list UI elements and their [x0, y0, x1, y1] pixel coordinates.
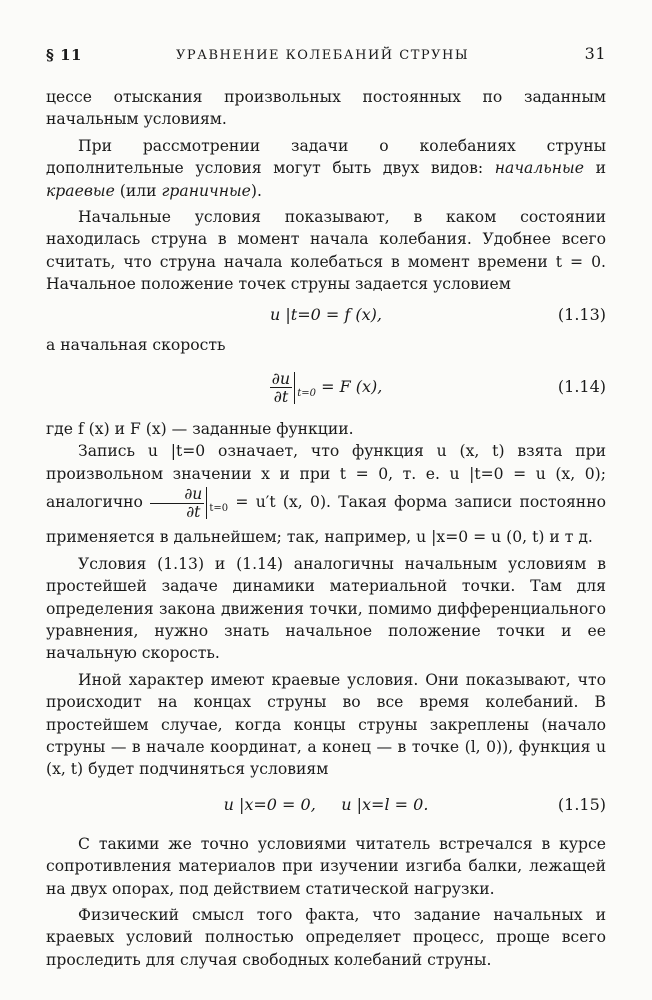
page-body	[46, 86, 606, 971]
paragraph-8: Иной характер имеют краевые условия. Они показывают, что происходит на концах струны во все время колебаний. В простейшем случае, когда концы струны закреплены (начало струны — в начале координат, а конец — в точке (l, 0)), функция u (x, t) будет подчиняться условиям	[46, 670, 606, 779]
eq114-denominator: ∂t	[273, 387, 289, 407]
equation-1-13	[46, 296, 606, 334]
p6-text-b: = u′t (x, 0). Такая форма записи постоянно применяется в дальнейшем; так, например, u |x=0 = u (0, t) и т д.	[46, 493, 606, 547]
paragraph-5: где f (x) и F (x) — заданные функции.	[46, 420, 354, 439]
p2-em-boundary: краевые	[46, 181, 115, 200]
p2-text-a: При рассмотрении задачи о колебаниях струны дополнительные условия могут быть двух видов:	[46, 136, 606, 178]
running-title: УРАВНЕНИЕ КОЛЕБАНИЙ СТРУНЫ	[176, 48, 470, 63]
paragraph-2	[46, 135, 606, 202]
equation-1-15	[46, 781, 606, 829]
equation-1-14-fraction	[270, 370, 293, 405]
paragraph-3: Начальные условия показывают, в каком состоянии находилась струна в момент начала колебания. Удобнее всего считать, что струна начала колебаться в момент времени t = 0. Начальное положение точек струны задается условием	[46, 208, 606, 294]
eq114-numerator: ∂u	[271, 369, 291, 389]
p2-text-c: (или	[114, 181, 162, 200]
paragraph-7: Условия (1.13) и (1.14) аналогичны начальным условиям в простейшей задаче динамики материальной точки. Там для определения закона движения точки, помимо дифференциального уравнения, нужно знать начальное положение точки и ее начальную скорость.	[46, 554, 606, 663]
p2-text-b: и	[583, 159, 606, 178]
p2-em-initial: начальные	[494, 159, 584, 178]
equation-1-13-formula: u |t=0 = f (x),	[270, 304, 382, 324]
running-header	[46, 44, 606, 68]
section-mark: § 11	[46, 46, 82, 64]
paragraph-10: Физический смысл того факта, что задание начальных и краевых условий полностью определяет процесс, проще всего проследить для случая свободных колебаний струны.	[46, 906, 606, 969]
equation-1-14-formula	[46, 356, 606, 425]
paragraph-9: С такими же точно условиями читатель встречался в курсе сопротивления материалов при изучении изгиба балки, лежащей на двух опорах, под действием статической нагрузки.	[46, 834, 606, 898]
eq114-rhs: = F (x),	[321, 377, 383, 397]
p2-text-d: ).	[250, 181, 262, 200]
eq114-subscript: t=0	[297, 388, 316, 400]
p6-analog: аналогично	[46, 493, 143, 512]
p6-denominator: ∂t	[186, 502, 201, 521]
equation-1-13-number: (1.13)	[557, 304, 606, 324]
equation-1-15-number: (1.15)	[557, 794, 606, 814]
equation-1-14	[46, 356, 606, 418]
page-number: 31	[584, 44, 606, 63]
equation-1-15-formula: u |x=0 = 0, u |x=l = 0.	[223, 794, 429, 814]
p6-subscript: t=0	[209, 503, 229, 515]
equation-1-14-number: (1.14)	[557, 377, 606, 397]
p6-fraction	[150, 486, 204, 521]
paragraph-1: цессе отыскания произвольных постоянных по заданным начальным условиям.	[46, 88, 606, 129]
p6-numerator: ∂u	[150, 486, 204, 504]
paragraph-6	[46, 440, 606, 548]
p2-em-edge: граничные	[161, 181, 251, 200]
paragraph-4: а начальная скорость	[46, 335, 226, 354]
p6-text-a: Запись u |t=0 означает, что функция u (x, t) взята при произвольном значении x и при t = 0, т. е. u |t=0 = u (x, 0);	[46, 442, 606, 483]
